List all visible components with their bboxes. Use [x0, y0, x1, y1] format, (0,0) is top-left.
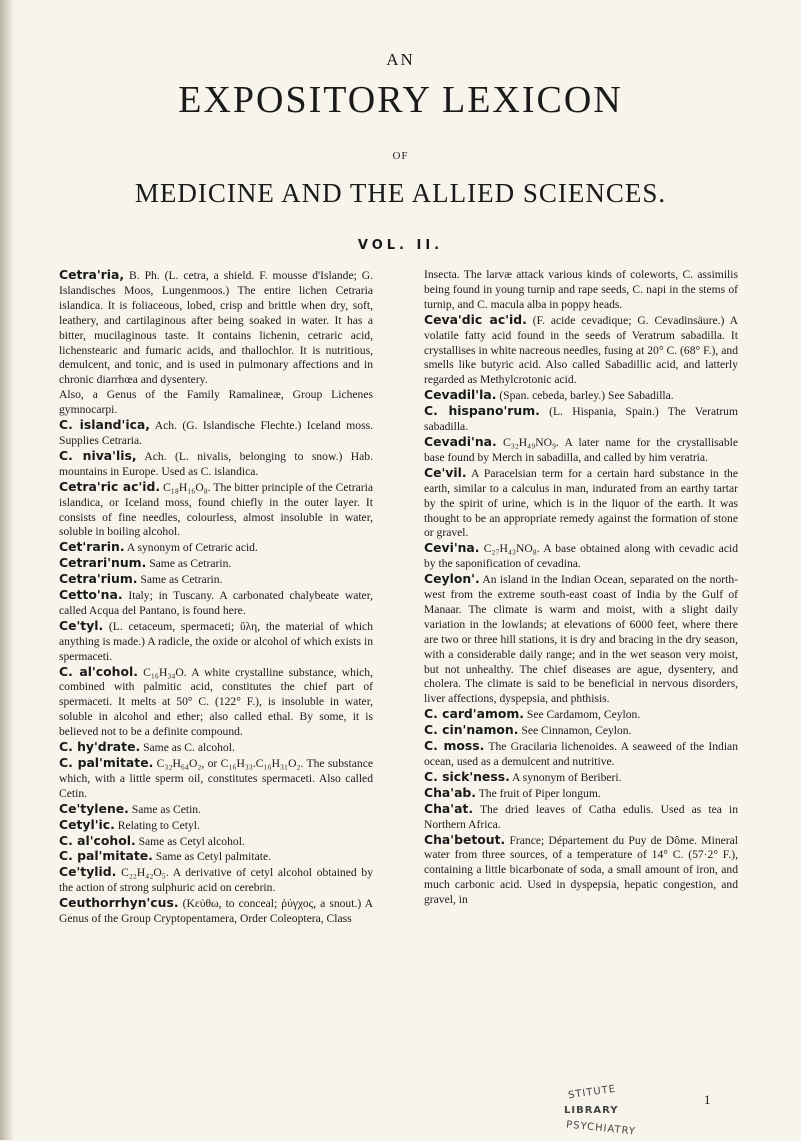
- dictionary-entry: [59, 865, 373, 896]
- dictionary-entry: [424, 723, 738, 739]
- dictionary-entry: [59, 740, 373, 756]
- entry-definition: Same as Cetin.: [128, 802, 202, 816]
- dictionary-entry: [424, 541, 738, 572]
- entry-definition: C₂₂H₄₂O₅. A derivative of cetyl alcohol obtained by the action of strong sulphuric acid on cerebrin.: [59, 866, 373, 895]
- entry-headword: Cet'rarin.: [59, 539, 125, 555]
- binding-shadow: [0, 0, 14, 1140]
- entry-definition: France; Département du Puy de Dôme. Mineral water from three sources, of a temperature of 14° C. (57·2° F.), containing a little bicarbonate of soda, a small amount of iron, and much carbonic acid. Used in dyspepsia, hepatic congestion, and gravel, in: [424, 833, 738, 907]
- entry-headword: Cetto'na.: [59, 587, 123, 603]
- entry-definition: Ach. (L. nivalis, belonging to snow.) Hab. mountains in Europe. Used as C. islandica.: [59, 449, 373, 478]
- entry-headword: C. pal'mitate.: [59, 848, 153, 864]
- volume-label: VOL. II.: [357, 238, 444, 253]
- title-article: AN: [386, 50, 415, 69]
- entry-definition: The Gracilaria lichenoides. A seaweed of the Indian ocean, used as a demulcent and nutritive.: [424, 740, 739, 768]
- entry-headword: C. al'cohol.: [59, 663, 138, 679]
- dictionary-entry: [59, 540, 373, 556]
- entry-headword: C. island'ica,: [59, 417, 150, 433]
- entry-headword: Cetra'ric ac'id.: [59, 478, 161, 494]
- entry-headword: C. card'amom.: [424, 706, 524, 722]
- entry-headword: C. hispano'rum.: [424, 403, 540, 419]
- entry-headword: Cha'at.: [424, 800, 474, 816]
- entry-headword: Cevadil'la.: [424, 387, 497, 403]
- entry-definition: A synonym of Beriberi.: [509, 770, 622, 784]
- dictionary-entry: [59, 665, 373, 741]
- entry-definition: C₁₈H₁₆O₈. The bitter principle of the Cetraria islandica, or Iceland moss, found chiefly in the outer layer. It consists of fine needles, colourless, almost insoluble in water, soluble in boiling alcohol.: [59, 480, 373, 539]
- entry-definition: (F. acide cevadique; G. Cevadinsäure.) A volatile fatty acid found in the seeds of Veratrum sabadilla. It crystallises in white nacreous needles, fusing at 20° C. (68° F.), and smells like butyric acid. Also called Sabadillic acid, and latterly regarded as Methylcrotonic acid.: [424, 313, 738, 387]
- entry-definition: B. Ph. (L. cetra, a shield. F. mousse d'Islande; G. Islandisches Moos, Lungenmoos.) The entire lichen Cetraria islandica. It is foliaceous, lobed, crisp and brittle when dry, soft, leathery, and cartilaginous after being soaked in water. It has a bitter, mucilaginous taste. It contains lichenin, cetraric acid, lichenstearic and fumaric acids, and thallochlor. It is nutritious, demulcent, and tonic, and is used in pulmonary affections and in chronic diarrhœa and dysentery.: [59, 269, 373, 387]
- entry-definition: (L. Hispania, Spain.) The Veratrum sabadilla.: [424, 405, 738, 434]
- dictionary-entry: [59, 756, 373, 802]
- dictionary-entry: [424, 833, 738, 909]
- entry-definition: Same as Cetyl palmitate.: [152, 850, 272, 864]
- entry-definition: Same as Cetyl alcohol.: [135, 834, 245, 848]
- book-title: EXPOSITORY LEXICON: [178, 79, 623, 121]
- entry-definition: Same as C. alcohol.: [140, 741, 235, 755]
- entry-headword: Ce'tylene.: [59, 800, 129, 816]
- page-number: 1: [704, 1092, 711, 1107]
- entry-definition: (L. cetaceum, spermaceti; ὕλη, the material of which anything is made.) A radicle, the oxide or alcohol of which exists in spermaceti.: [59, 619, 373, 663]
- entry-definition: Ach. (G. Islandische Flechte.) Iceland moss. Supplies Cetraria.: [59, 419, 373, 447]
- entry-definition: See Cinnamon, Ceylon.: [518, 724, 632, 738]
- library-stamp: [540, 1085, 650, 1141]
- entry-definition: (Κεύθω, to conceal; ῥύγχος, a snout.) A Genus of the Group Cryptopentamera, Order Coleoptera, Class: [59, 897, 373, 926]
- right-column: [424, 268, 738, 908]
- entry-definition: Same as Cetrarin.: [137, 573, 223, 587]
- entry-headword: Cetyl'ic.: [59, 816, 115, 832]
- dictionary-entry: [59, 556, 373, 572]
- dictionary-entry: [424, 268, 738, 313]
- dictionary-entry: [59, 818, 373, 834]
- entry-headword: Ceva'dic ac'id.: [424, 311, 527, 327]
- dictionary-entry: [424, 802, 738, 833]
- dictionary-entry: [59, 572, 373, 588]
- dictionary-entry: [59, 268, 373, 388]
- dictionary-entry: [424, 572, 738, 707]
- entry-headword: Ce'vil.: [424, 464, 467, 480]
- entry-headword: Ceylon'.: [424, 571, 480, 587]
- dictionary-entry: [424, 707, 738, 723]
- entry-definition: A synonym of Cetraric acid.: [124, 541, 258, 555]
- dictionary-entry: [424, 388, 738, 404]
- entry-headword: Cetrari'num.: [59, 555, 147, 571]
- entry-definition: Italy; in Tuscany. A carbonated chalybeate water, called Acqua del Pantano, is found here.: [59, 589, 373, 617]
- entry-headword: C. sick'ness.: [424, 768, 510, 784]
- entry-headword: C. pal'mitate.: [59, 755, 154, 770]
- dictionary-entry: [424, 739, 738, 770]
- entry-headword: Ceuthorrhyn'cus.: [59, 895, 179, 911]
- entry-headword: C. cin'namon.: [424, 722, 519, 738]
- dictionary-entry: [59, 834, 373, 850]
- entry-definition: C₁₆H₃₄O. A white crystalline substance, which, combined with palmitic acid, constitutes the chief part of spermaceti. It melts at 50° C. (122° F.), is insoluble in water, soluble in alcohol and ether; also called ethal. By some, it is believed not to be a definite compound.: [59, 665, 374, 739]
- entry-definition: Insecta. The larvæ attack various kinds of coleworts, C. assimilis being found in young turnip and rape seeds, C. napi in the stems of turnip, and C. macula alba in poppy heads.: [424, 268, 738, 311]
- entry-definition: See Cardamom, Ceylon.: [524, 708, 641, 722]
- dictionary-entry: [59, 449, 373, 480]
- entry-headword: Cevi'na.: [424, 540, 480, 556]
- entry-headword: Cha'ab.: [424, 784, 477, 800]
- dictionary-entry: [59, 480, 373, 541]
- dictionary-entry: [59, 388, 373, 418]
- entry-definition: C₃₂H₄₉NO₉. A later name for the crystallisable base found by Merch in sabadilla, and called by him veratria.: [424, 435, 738, 464]
- book-subtitle: MEDICINE AND THE ALLIED SCIENCES.: [134, 178, 667, 208]
- entry-definition: Same as Cetrarin.: [146, 557, 232, 571]
- dictionary-entry: [424, 786, 738, 802]
- entry-headword: Ce'tyl.: [59, 617, 104, 633]
- dictionary-entry: [59, 802, 373, 818]
- dictionary-entry: [424, 404, 738, 435]
- stamp-line: LIBRARY: [564, 1105, 619, 1116]
- stamp-line: PSYCHIATRY: [565, 1119, 637, 1138]
- entry-headword: Ce'tylid.: [59, 864, 117, 880]
- dictionary-entry: [59, 588, 373, 619]
- title-of: OF: [392, 150, 409, 162]
- entry-definition: (Span. cebeda, barley.) See Sabadilla.: [496, 389, 674, 403]
- dictionary-entry: [59, 619, 373, 665]
- entry-definition: Also, a Genus of the Family Ramalineæ, Group Lichenes gymnocarpi.: [59, 388, 373, 417]
- dictionary-entry: [59, 418, 373, 449]
- entry-headword: C. hy'drate.: [59, 739, 141, 755]
- entry-headword: Cetra'rium.: [59, 571, 138, 587]
- entry-definition: Relating to Cetyl.: [114, 818, 200, 832]
- dictionary-entry: [424, 770, 738, 786]
- entry-definition: C₂₇H₄₃NO₈. A base obtained along with cevadic acid by the saponification of cevadina.: [424, 542, 738, 571]
- entry-headword: Cevadi'na.: [424, 433, 497, 449]
- entry-headword: Cetra'ria,: [59, 267, 125, 282]
- entry-headword: C. niva'lis,: [59, 447, 137, 463]
- dictionary-entry: [59, 896, 373, 927]
- entry-headword: C. moss.: [424, 738, 485, 754]
- stamp-line: STITUTE: [567, 1083, 617, 1102]
- entry-definition: An island in the Indian Ocean, separated on the north-west from the extreme south-east coast of India by the Gulf of Manaar. The climate is warm and moist, with a slight daily variation in the lowlands; at elevations of 6000 feet, where there are two or three hill stations, it is dry and bracing in the dry season, with a considerable daily range; and in the wet season very moist, but not unhealthy. The chief diseases are ague, dysentery, and cholera. The climate is said to be beneficial in nervous disorders, liver affections, dyspepsia, and phthisis.: [424, 573, 738, 706]
- dictionary-entry: [424, 466, 738, 542]
- entry-headword: C. al'cohol.: [59, 832, 136, 848]
- left-column: [59, 268, 373, 927]
- dictionary-entry: [59, 849, 373, 865]
- entry-definition: A Paracelsian term for a certain hard substance in the earth, similar to a calculus in man, indurated from an earthy tartar by the spirit of urine, which is in the liquor of the earth. It was thought to be an appropriate remedy against the formation of stone or gravel.: [424, 466, 738, 540]
- entry-headword: Cha'betout.: [424, 831, 506, 847]
- entry-definition: The dried leaves of Catha edulis. Used as tea in Northern Africa.: [424, 802, 738, 831]
- entry-definition: C₃₂H₆₄O₂, or C₁₆H₃₃.C₁₆H₃₁O₂. The substance which, with a little sperm oil, constitutes spermaceti. Also called Cetin.: [59, 757, 373, 800]
- entry-definition: The fruit of Piper longum.: [476, 786, 601, 800]
- dictionary-entry: [424, 435, 738, 466]
- dictionary-entry: [424, 313, 738, 389]
